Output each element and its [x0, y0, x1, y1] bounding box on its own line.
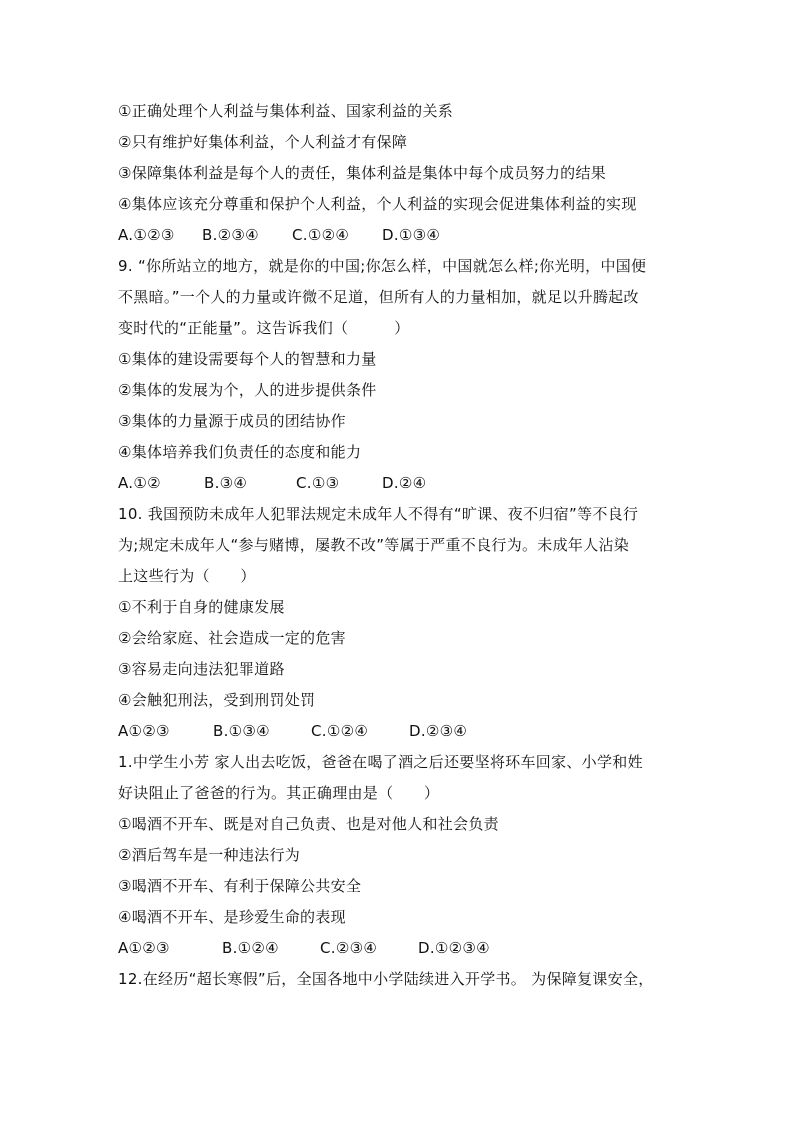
q9-stem-line-2: 不黑暗。”一个人的力量或许微不足道，但所有人的力量相加，就足以升腾起改 [118, 288, 639, 306]
q8-options [118, 220, 678, 251]
q11-option-c: C.②③④ [320, 939, 378, 957]
q8-item-2: ②只有维护好集体利益，个人利益才有保障 [118, 133, 408, 151]
q10-stem-line-2: 为;规定未成年人“参与赌博，屡教不改”等属于严重不良行为。未成年人沾染 [118, 536, 630, 554]
q9-option-b: B.③④ [204, 474, 248, 492]
q8-item-3: ③保障集体利益是每个人的责任，集体利益是集体中每个成员努力的结果 [118, 164, 607, 182]
q10-item-1: ①不利于自身的健康发展 [118, 598, 285, 616]
q9-stem-line-3: 变时代的“正能量”。这告诉我们（ ） [118, 319, 410, 337]
q8-option-a: A.①②③ [118, 226, 175, 244]
q8-item-4: ④集体应该充分尊重和保护个人利益，个人利益的实现会促进集体利益的实现 [118, 195, 637, 213]
q10-options [118, 716, 678, 747]
q11-option-b: B.①②④ [222, 939, 279, 957]
q12-stem-line-1: 12.在经历“超长寒假”后，全国各地中小学陆续进入开学书。 为保障复课安全， [118, 970, 654, 988]
q11-stem-line-1: 1.中学生小芳 家人出去吃饭，爸爸在喝了酒之后还要坚将环车回家、小学和姓 [118, 753, 643, 771]
q10-option-a: A①②③ [118, 722, 170, 740]
q11-option-a: A①②③ [118, 939, 170, 957]
question-11 [118, 747, 678, 964]
q11-item-3: ③喝酒不开车、有利于保障公共安全 [118, 877, 362, 895]
q10-item-2: ②会给家庭、社会造成一定的危害 [118, 629, 346, 647]
q11-item-4: ④喝酒不开车、是珍爱生命的表现 [118, 908, 346, 926]
q9-item-4: ④集体培养我们负责任的态度和能力 [118, 443, 362, 461]
q9-option-d: D.②④ [382, 474, 427, 492]
q10-option-c: C.①②④ [311, 722, 369, 740]
q9-option-c: C.①③ [296, 474, 340, 492]
q11-item-2: ②酒后驾车是一种违法行为 [118, 846, 301, 864]
q10-item-4: ④会触犯刑法，受到刑罚处罚 [118, 691, 316, 709]
question-10 [118, 499, 678, 747]
q11-option-d: D.①②③④ [418, 939, 490, 957]
q10-option-b: B.①③④ [213, 722, 270, 740]
question-9 [118, 251, 678, 499]
q11-item-1: ①喝酒不开车、既是对自己负责、也是对他人和社会负责 [118, 815, 499, 833]
q9-stem-line-1: 9. “你所站立的地方，就是你的中国;你怎么样，中国就怎么样;你光明，中国便 [118, 257, 647, 275]
q10-stem-line-3: 上这些行为（ ） [118, 567, 256, 585]
q8-option-b: B.②③④ [202, 226, 259, 244]
question-12 [118, 964, 678, 995]
q9-item-2: ②集体的发展为个，人的进步提供条件 [118, 381, 377, 399]
q8-option-d: D.①③④ [382, 226, 441, 244]
q11-stem-line-2: 好诀阻止了爸爸的行为。其正确理由是（ ） [118, 784, 440, 802]
q9-options [118, 468, 678, 499]
q11-options [118, 933, 678, 964]
q8-option-c: C.①②④ [292, 226, 350, 244]
q9-item-1: ①集体的建设需要每个人的智慧和力量 [118, 350, 377, 368]
question-content [118, 96, 678, 995]
q10-item-3: ③容易走向违法犯罪道路 [118, 660, 285, 678]
q9-item-3: ③集体的力量源于成员的团结协作 [118, 412, 346, 430]
q8-item-1: ①正确处理个人利益与集体利益、国家利益的关系 [118, 102, 454, 120]
question-8 [118, 96, 678, 251]
q10-stem-line-1: 10. 我国预防未成年人犯罪法规定未成年人不得有“旷课、夜不归宿”等不良行 [118, 505, 639, 523]
q9-option-a: A.①② [118, 474, 161, 492]
q10-option-d: D.②③④ [409, 722, 468, 740]
